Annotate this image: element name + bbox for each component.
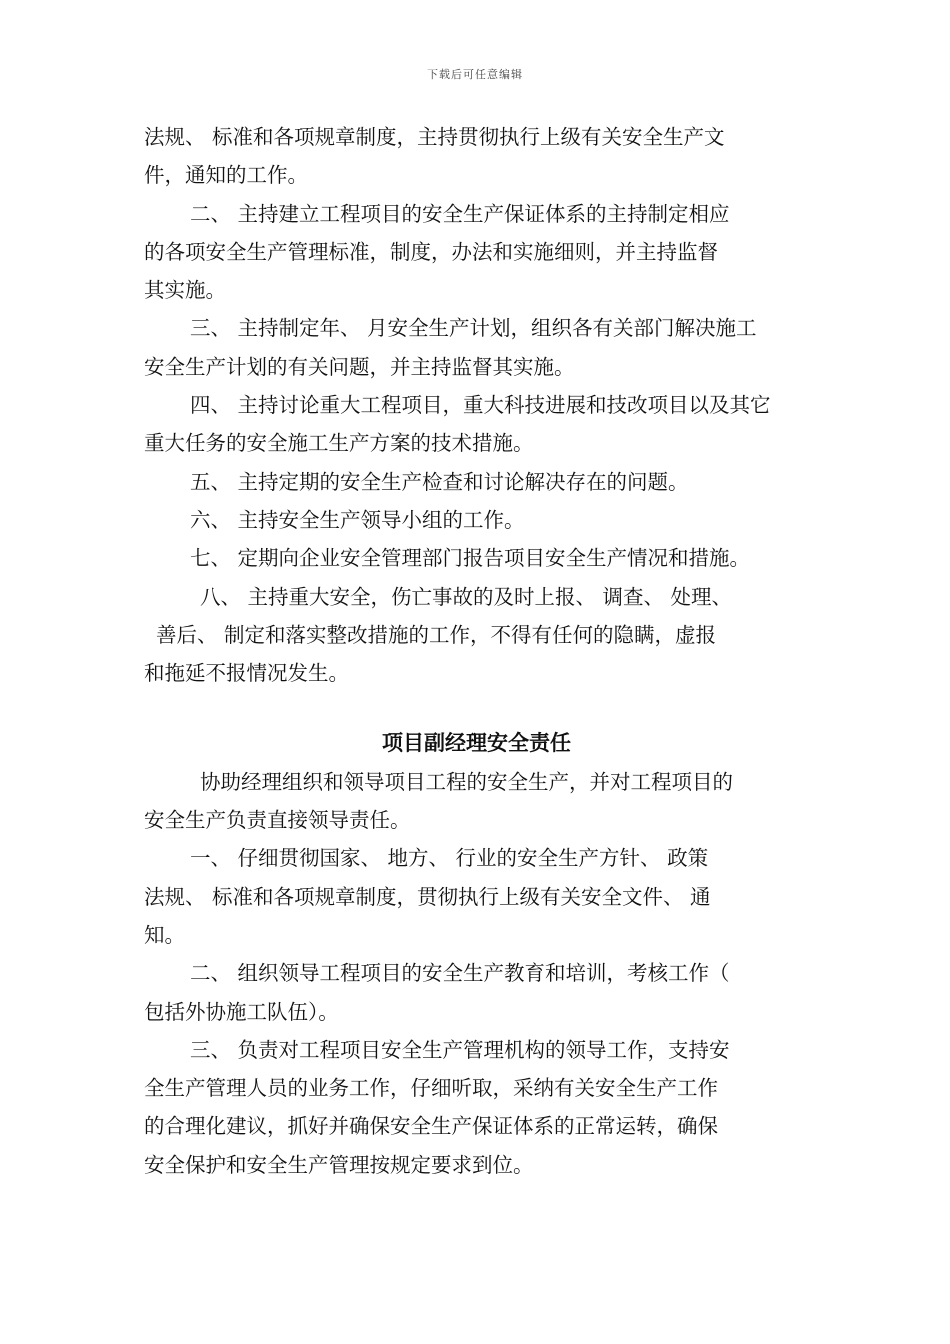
paragraph-line: 二、 组织领导工程项目的安全生产教育和培训，考核工作（	[190, 961, 730, 986]
paragraph-line: 知。	[144, 922, 185, 947]
paragraph-line: 安全生产计划的有关问题，并主持监督其实施。	[144, 354, 575, 379]
paragraph-line: 七、 定期向企业安全管理部门报告项目安全生产情况和措施。	[190, 546, 751, 571]
paragraph-line: 六、 主持安全生产领导小组的工作。	[190, 507, 525, 532]
paragraph-line: 重大任务的安全施工生产方案的技术措施。	[144, 431, 534, 456]
paragraph-line: 三、 主持制定年、 月安全生产计划，组织各有关部门解决施工	[190, 316, 757, 341]
paragraph-line: 安全保护和安全生产管理按规定要求到位。	[144, 1152, 534, 1177]
paragraph-line: 安全生产负责直接领导责任。	[144, 808, 411, 833]
paragraph-line: 的各项安全生产管理标准，制度，办法和实施细则，并主持监督	[144, 239, 718, 264]
paragraph-line: 二、 主持建立工程项目的安全生产保证体系的主持制定相应	[190, 201, 730, 226]
paragraph-line: 的合理化建议，抓好并确保安全生产保证体系的正常运转，确保	[144, 1114, 718, 1139]
paragraph-line: 和拖延不报情况发生。	[144, 661, 349, 686]
paragraph-line: 其实施。	[144, 278, 226, 303]
section-title: 项目副经理安全责任	[382, 731, 571, 756]
paragraph-line: 全生产管理人员的业务工作，仔细听取，采纳有关安全生产工作	[144, 1076, 718, 1101]
section-gap	[144, 692, 809, 724]
paragraph-line: 件，通知的工作。	[144, 163, 308, 188]
paragraph-line: 协助经理组织和领导项目工程的安全生产，并对工程项目的	[200, 769, 733, 794]
paragraph-line: 法规、 标准和各项规章制度，贯彻执行上级有关安全文件、 通	[144, 884, 711, 909]
paragraph-line: 包括外协施工队伍）。	[144, 999, 339, 1024]
paragraph-line: 一、 仔细贯彻国家、 地方、 行业的安全生产方针、 政策	[190, 846, 709, 871]
paragraph-line: 善后、 制定和落实整改措施的工作，不得有任何的隐瞒，虚报	[156, 622, 717, 647]
paragraph-line: 四、 主持讨论重大工程项目，重大科技进展和技改项目以及其它	[190, 393, 771, 418]
paragraph-line: 八、 主持重大安全，伤亡事故的及时上报、 调查、 处理、	[200, 584, 733, 609]
paragraph-line: 五、 主持定期的安全生产检查和讨论解决存在的问题。	[190, 469, 689, 494]
header-note: 下载后可任意编辑	[427, 68, 523, 81]
document-body	[144, 118, 809, 1184]
paragraph-line: 三、 负责对工程项目安全生产管理机构的领导工作，支持安	[190, 1037, 730, 1062]
paragraph-line: 法规、 标准和各项规章制度，主持贯彻执行上级有关安全生产文	[144, 125, 725, 149]
